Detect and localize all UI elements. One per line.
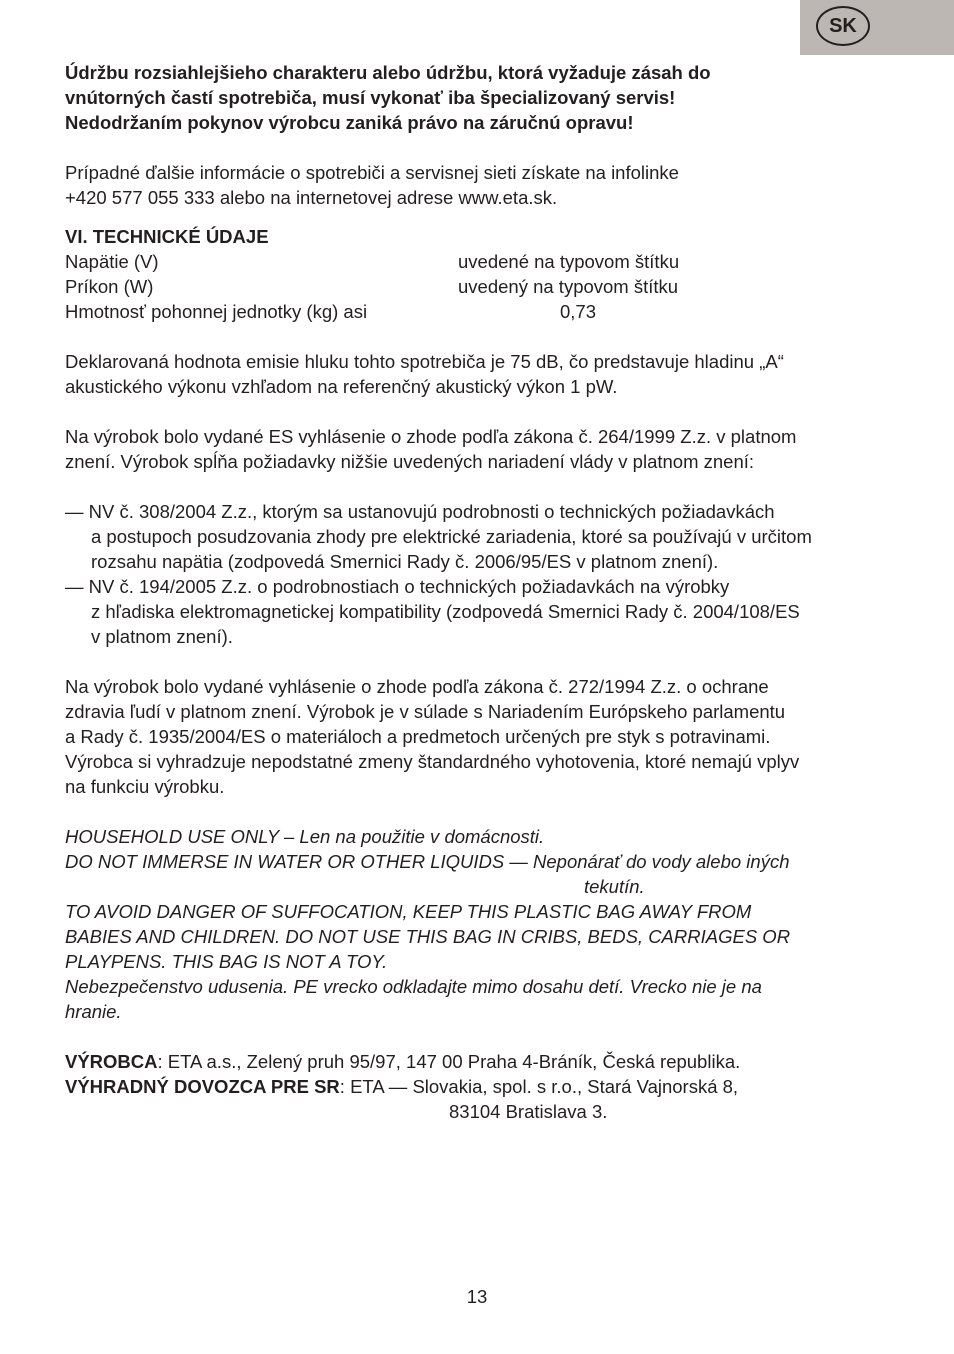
nv2-line-1: — NV č. 194/2005 Z.z. o podrobnostiach o technických požiadavkách na výrobky <box>65 576 730 597</box>
noise-line-1: Deklarovaná hodnota emisie hluku tohto spotrebiča je 75 dB, čo predstavuje hladinu „A“ <box>65 351 784 372</box>
tech-value-weight: 0,73 <box>560 301 597 322</box>
importer-label: VÝHRADNÝ DOVOZCA PRE SR <box>65 1076 340 1097</box>
manufacturer-label: VÝROBCA <box>65 1051 158 1072</box>
warning-line-1: Údržbu rozsiahlejšieho charakteru alebo údržbu, ktorá vyžaduje zásah do <box>65 62 711 83</box>
warning-line-2: vnútorných častí spotrebiča, musí vykonať iba špecializovaný servis! <box>65 87 676 108</box>
page-number: 13 <box>466 1286 488 1307</box>
nv1-line-1: — NV č. 308/2004 Z.z., ktorým sa ustanovujú podrobnosti o technických požiadavkách <box>65 501 775 522</box>
noise-line-2: akustického výkonu vzhľadom na referenčný akustický výkon 1 pW. <box>65 376 618 397</box>
tech-value-power: uvedený na typovom štítku <box>458 276 679 297</box>
caution-line-7: hranie. <box>65 1001 122 1022</box>
warning-line-3: Nedodržaním pokynov výrobcu zaniká právo na záručnú opravu! <box>65 112 634 133</box>
nv2-line-2: z hľadiska elektromagnetickej kompatibility (zodpovedá Smernici Rady č. 2004/108/ES <box>91 601 800 622</box>
tech-heading: VI. TECHNICKÉ ÚDAJE <box>65 226 269 247</box>
nv2-line-3: v platnom znení). <box>91 626 233 647</box>
caution-line-2: DO NOT IMMERSE IN WATER OR OTHER LIQUIDS — Neponárať do vody alebo iných <box>65 851 790 872</box>
caution-line-1: HOUSEHOLD USE ONLY – Len na použitie v domácnosti. <box>65 826 545 847</box>
nv1-line-3: rozsahu napätia (zodpovedá Smernici Rady č. 2006/95/ES v platnom znení). <box>91 551 719 572</box>
info-line-1: Prípadné ďalšie informácie o spotrebiči a servisnej sieti získate na infolinke <box>65 162 679 183</box>
manufacturer-line <box>65 1049 740 1074</box>
caution-line-6: Nebezpečenstvo udusenia. PE vrecko odkladajte mimo dosahu detí. Vrecko nie je na <box>65 976 762 997</box>
importer-city: 83104 Bratislava 3. <box>449 1101 608 1122</box>
tech-label-power: Príkon (W) <box>65 276 154 297</box>
es-line-2: znení. Výrobok spĺňa požiadavky nižšie uvedených nariadení vlády v platnom znení: <box>65 451 755 472</box>
caution-line-2b: tekutín. <box>584 876 645 897</box>
health-line-3: a Rady č. 1935/2004/ES o materiáloch a predmetoch určených pre styk s potravinami. <box>65 726 771 747</box>
tech-label-voltage: Napätie (V) <box>65 251 159 272</box>
nv1-line-2: a postupoch posudzovania zhody pre elektrické zariadenia, ktoré sa používajú v určitom <box>91 526 812 547</box>
health-line-1: Na výrobok bolo vydané vyhlásenie o zhode podľa zákona č. 272/1994 Z.z. o ochrane <box>65 676 769 697</box>
info-line-2: +420 577 055 333 alebo na internetovej adrese www.eta.sk. <box>65 187 558 208</box>
caution-line-3: TO AVOID DANGER OF SUFFOCATION, KEEP THIS PLASTIC BAG AWAY FROM <box>65 901 752 922</box>
caution-line-4: BABIES AND CHILDREN. DO NOT USE THIS BAG IN CRIBS, BEDS, CARRIAGES OR <box>65 926 791 947</box>
tech-value-voltage: uvedené na typovom štítku <box>458 251 680 272</box>
health-line-5: na funkciu výrobku. <box>65 776 225 797</box>
tech-label-weight: Hmotnosť pohonnej jednotky (kg) asi <box>65 301 368 322</box>
es-line-1: Na výrobok bolo vydané ES vyhlásenie o zhode podľa zákona č. 264/1999 Z.z. v platnom <box>65 426 797 447</box>
health-line-2: zdravia ľudí v platnom znení. Výrobok je v súlade s Nariadením Európskeho parlamentu <box>65 701 786 722</box>
health-line-4: Výrobca si vyhradzuje nepodstatné zmeny štandardného vyhotovenia, ktoré nemajú vplyv <box>65 751 800 772</box>
manufacturer-address: : ETA a.s., Zelený pruh 95/97, 147 00 Praha 4-Bráník, Česká republika. <box>157 1051 741 1072</box>
language-badge: SK <box>816 6 870 46</box>
importer-address: : ETA — Slovakia, spol. s r.o., Stará Vajnorská 8, <box>339 1076 739 1097</box>
caution-line-5: PLAYPENS. THIS BAG IS NOT A TOY. <box>65 951 388 972</box>
importer-line <box>65 1074 738 1099</box>
language-tab <box>800 0 954 55</box>
